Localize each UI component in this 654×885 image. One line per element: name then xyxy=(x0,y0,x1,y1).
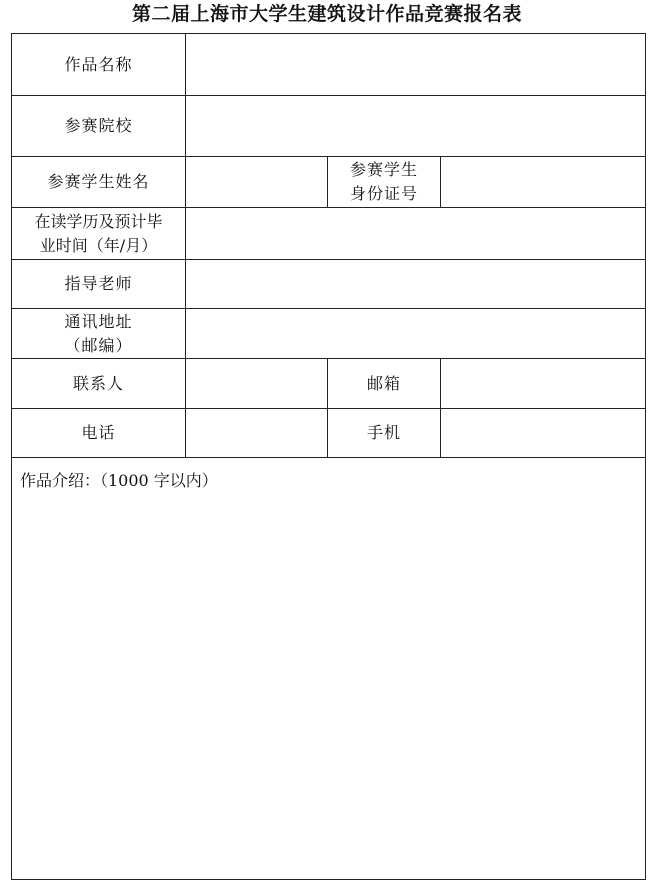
work-name-field[interactable] xyxy=(186,34,645,95)
school-label xyxy=(12,96,185,156)
intro-textarea[interactable] xyxy=(12,496,644,878)
student-id-label-line1: 参赛学生 xyxy=(349,160,418,179)
advisor-label-text: 指导老师 xyxy=(64,274,133,293)
student-id-label-line2: 身份证号 xyxy=(349,184,418,203)
mobile-label-text: 手机 xyxy=(366,423,401,442)
table-border-bottom xyxy=(11,879,646,880)
phone-label xyxy=(12,409,185,457)
education-label xyxy=(12,208,185,259)
mobile-field[interactable] xyxy=(441,409,645,457)
address-label-line2: （邮编） xyxy=(64,335,133,355)
intro-label: 作品介绍：（1000 字以内） xyxy=(20,471,218,490)
education-field[interactable] xyxy=(186,208,645,259)
work-name-label-text: 作品名称 xyxy=(64,54,133,74)
student-id-field[interactable] xyxy=(441,157,645,207)
contact-label xyxy=(12,359,185,408)
advisor-label xyxy=(12,260,185,308)
contact-field[interactable] xyxy=(186,359,327,408)
student-name-field[interactable] xyxy=(186,157,327,207)
advisor-field[interactable] xyxy=(186,260,645,308)
row-divider xyxy=(11,457,646,458)
email-label xyxy=(328,359,440,408)
school-field[interactable] xyxy=(186,96,645,156)
table-border-right xyxy=(645,33,646,880)
phone-field[interactable] xyxy=(186,409,327,457)
student-name-label-text: 参赛学生姓名 xyxy=(47,172,150,191)
education-label-line1: 在读学历及预计毕 xyxy=(34,211,163,231)
work-name-label xyxy=(12,34,185,95)
form-title: 第二届上海市大学生建筑设计作品竞赛报名表 xyxy=(131,3,522,25)
student-id-label xyxy=(328,157,440,207)
address-field[interactable] xyxy=(186,309,645,358)
school-label-text: 参赛院校 xyxy=(64,116,133,135)
student-name-label xyxy=(12,157,185,207)
phone-label-text: 电话 xyxy=(81,423,116,442)
contact-label-text: 联系人 xyxy=(72,373,124,393)
education-label-line2: 业时间（年/月） xyxy=(39,235,158,255)
mobile-label xyxy=(328,409,440,457)
address-label xyxy=(12,309,185,358)
email-field[interactable] xyxy=(441,359,645,408)
address-label-line1: 通讯地址 xyxy=(64,311,133,331)
email-label-text: 邮箱 xyxy=(366,373,401,393)
